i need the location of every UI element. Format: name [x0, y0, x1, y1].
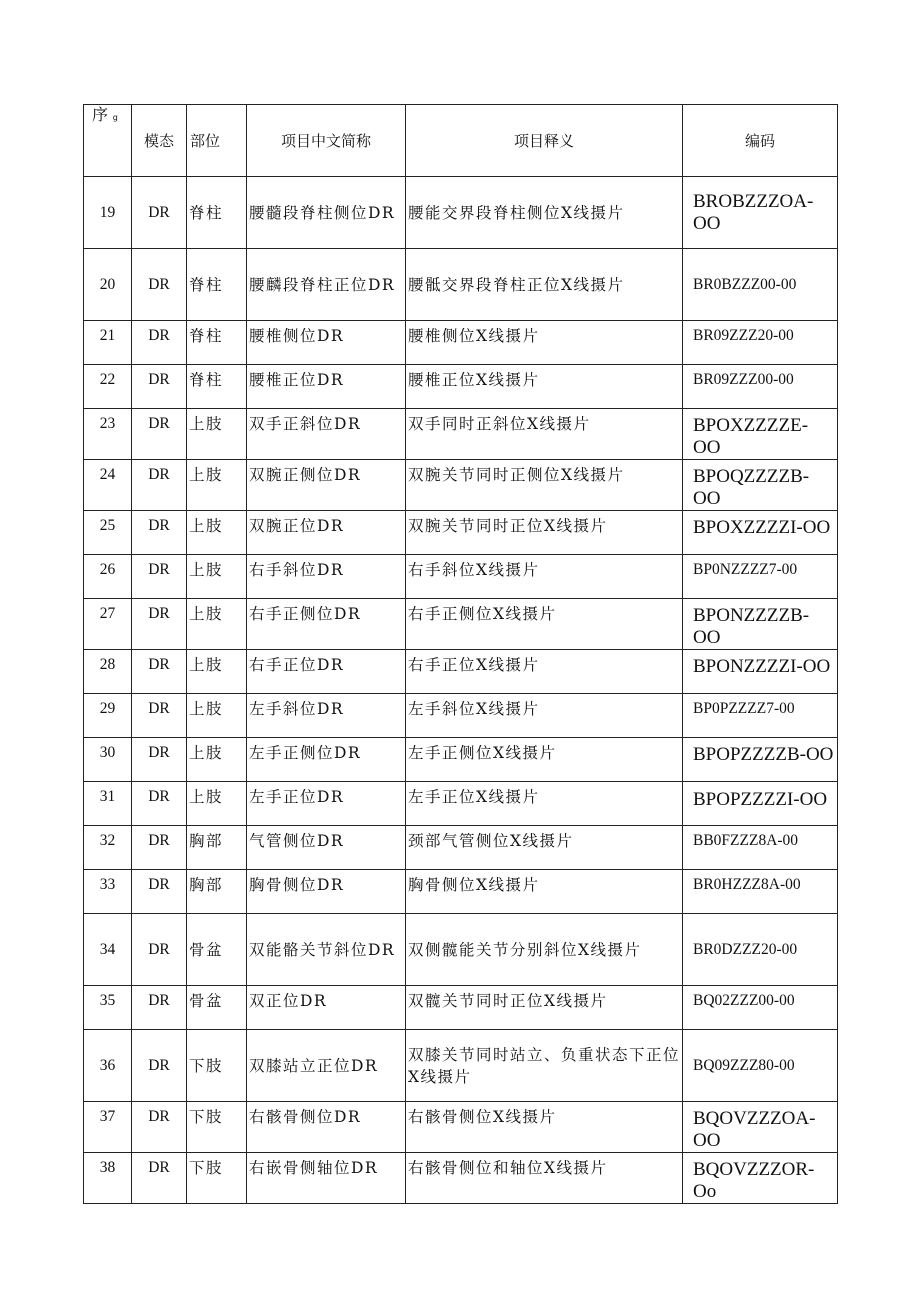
row-number: 22 — [84, 365, 132, 409]
row-number: 27 — [84, 599, 132, 650]
row-code: BPOXZZZZI-OO — [683, 511, 838, 555]
row-code: BPOXZZZZE-OO — [683, 409, 838, 460]
row-desc: 胸骨侧位X线摄片 — [406, 870, 683, 914]
row-modality: DR — [132, 826, 187, 870]
table-row — [84, 1102, 838, 1153]
row-site: 骨盆 — [187, 914, 247, 986]
table-row — [84, 365, 838, 409]
row-name: 右手斜位DR — [247, 555, 406, 599]
row-code: BR0DZZZ20-00 — [683, 914, 838, 986]
row-site: 上肢 — [187, 650, 247, 694]
row-number: 19 — [84, 177, 132, 249]
row-code: BPOQZZZZB-OO — [683, 460, 838, 511]
row-number: 34 — [84, 914, 132, 986]
row-code: BP0NZZZZ7-00 — [683, 555, 838, 599]
row-site: 上肢 — [187, 555, 247, 599]
row-desc: 右手正位X线摄片 — [406, 650, 683, 694]
row-desc: 颈部气管侧位X线摄片 — [406, 826, 683, 870]
row-code: BPONZZZZB-OO — [683, 599, 838, 650]
table-row — [84, 460, 838, 511]
row-name: 腰麟段脊柱正位DR — [247, 249, 406, 321]
row-modality: DR — [132, 365, 187, 409]
row-modality: DR — [132, 249, 187, 321]
table-row — [84, 914, 838, 986]
row-code: BQOVZZZOA-OO — [683, 1102, 838, 1153]
exam-code-table — [83, 104, 838, 1204]
table-row — [84, 409, 838, 460]
row-desc: 右手正侧位X线摄片 — [406, 599, 683, 650]
row-desc: 双手同时正斜位X线摄片 — [406, 409, 683, 460]
row-modality: DR — [132, 1102, 187, 1153]
row-name: 双膝站立正位DR — [247, 1030, 406, 1102]
row-name: 腰椎侧位DR — [247, 321, 406, 365]
row-modality: DR — [132, 650, 187, 694]
row-name: 双腕正侧位DR — [247, 460, 406, 511]
table-row — [84, 1153, 838, 1204]
row-name: 双正位DR — [247, 986, 406, 1030]
row-site: 骨盆 — [187, 986, 247, 1030]
row-site: 上肢 — [187, 460, 247, 511]
table-row — [84, 650, 838, 694]
row-site: 上肢 — [187, 409, 247, 460]
row-number: 23 — [84, 409, 132, 460]
table-row — [84, 511, 838, 555]
row-desc: 右骸骨侧位X线摄片 — [406, 1102, 683, 1153]
row-desc: 双侧髋能关节分别斜位X线摄片 — [406, 914, 683, 986]
row-modality: DR — [132, 460, 187, 511]
row-code: BR0BZZZ00-00 — [683, 249, 838, 321]
row-number: 25 — [84, 511, 132, 555]
table-row — [84, 986, 838, 1030]
table-row — [84, 249, 838, 321]
row-site: 上肢 — [187, 511, 247, 555]
row-desc: 左手正侧位X线摄片 — [406, 738, 683, 782]
row-name: 双能骼关节斜位DR — [247, 914, 406, 986]
row-number: 37 — [84, 1102, 132, 1153]
table-row — [84, 177, 838, 249]
row-code: BP0PZZZZ7-00 — [683, 694, 838, 738]
row-site: 胸部 — [187, 826, 247, 870]
row-site: 上肢 — [187, 738, 247, 782]
row-modality: DR — [132, 738, 187, 782]
row-site: 脊柱 — [187, 321, 247, 365]
header-row — [84, 105, 838, 177]
row-number: 21 — [84, 321, 132, 365]
row-number: 20 — [84, 249, 132, 321]
row-desc: 双腕关节同时正侧位X线摄片 — [406, 460, 683, 511]
row-desc: 腰椎侧位X线摄片 — [406, 321, 683, 365]
row-number: 36 — [84, 1030, 132, 1102]
row-modality: DR — [132, 177, 187, 249]
header-seq: 序 g — [84, 105, 132, 177]
row-code: BR09ZZZ20-00 — [683, 321, 838, 365]
row-modality: DR — [132, 1030, 187, 1102]
row-name: 腰椎正位DR — [247, 365, 406, 409]
table-row — [84, 738, 838, 782]
row-desc: 右手斜位X线摄片 — [406, 555, 683, 599]
row-name: 气管侧位DR — [247, 826, 406, 870]
row-desc: 双髋关节同时正位X线摄片 — [406, 986, 683, 1030]
header-name: 项目中文简称 — [247, 105, 406, 177]
row-modality: DR — [132, 321, 187, 365]
row-number: 30 — [84, 738, 132, 782]
row-code: BB0FZZZ8A-00 — [683, 826, 838, 870]
row-code: BQOVZZZOR-Oo — [683, 1153, 838, 1204]
header-site: 部位 — [187, 105, 247, 177]
table-row — [84, 321, 838, 365]
row-code: BPOPZZZZI-OO — [683, 782, 838, 826]
row-name: 右嵌骨侧轴位DR — [247, 1153, 406, 1204]
row-code: BPOPZZZZB-OO — [683, 738, 838, 782]
row-site: 下肢 — [187, 1102, 247, 1153]
row-name: 右手正侧位DR — [247, 599, 406, 650]
row-modality: DR — [132, 409, 187, 460]
table-row — [84, 599, 838, 650]
row-code: BR0HZZZ8A-00 — [683, 870, 838, 914]
row-modality: DR — [132, 914, 187, 986]
table-row — [84, 1030, 838, 1102]
row-number: 28 — [84, 650, 132, 694]
row-modality: DR — [132, 782, 187, 826]
row-number: 24 — [84, 460, 132, 511]
row-name: 左手正侧位DR — [247, 738, 406, 782]
row-name: 右骸骨侧位DR — [247, 1102, 406, 1153]
row-name: 胸骨侧位DR — [247, 870, 406, 914]
row-desc: 双膝关节同时站立、负重状态下正位X线摄片 — [406, 1030, 683, 1102]
row-code: BQ02ZZZ00-00 — [683, 986, 838, 1030]
header-modality: 模态 — [132, 105, 187, 177]
row-desc: 右骸骨侧位和轴位X线摄片 — [406, 1153, 683, 1204]
row-modality: DR — [132, 511, 187, 555]
row-name: 双腕正位DR — [247, 511, 406, 555]
row-site: 上肢 — [187, 782, 247, 826]
row-number: 31 — [84, 782, 132, 826]
row-name: 双手正斜位DR — [247, 409, 406, 460]
row-desc: 双腕关节同时正位X线摄片 — [406, 511, 683, 555]
table-row — [84, 782, 838, 826]
row-name: 左手斜位DR — [247, 694, 406, 738]
row-site: 脊柱 — [187, 177, 247, 249]
row-number: 33 — [84, 870, 132, 914]
header-desc: 项目释义 — [406, 105, 683, 177]
row-name: 左手正位DR — [247, 782, 406, 826]
row-code: BR09ZZZ00-00 — [683, 365, 838, 409]
row-desc: 左手斜位X线摄片 — [406, 694, 683, 738]
row-desc: 腰骶交界段脊柱正位X线摄片 — [406, 249, 683, 321]
row-site: 脊柱 — [187, 249, 247, 321]
row-number: 32 — [84, 826, 132, 870]
header-code: 编码 — [683, 105, 838, 177]
row-site: 下肢 — [187, 1030, 247, 1102]
table-row — [84, 826, 838, 870]
row-modality: DR — [132, 694, 187, 738]
row-number: 26 — [84, 555, 132, 599]
row-number: 38 — [84, 1153, 132, 1204]
row-code: BROBZZZOA-OO — [683, 177, 838, 249]
row-modality: DR — [132, 555, 187, 599]
row-site: 上肢 — [187, 599, 247, 650]
row-name: 腰髓段脊柱侧位DR — [247, 177, 406, 249]
row-number: 35 — [84, 986, 132, 1030]
table-row — [84, 555, 838, 599]
row-name: 右手正位DR — [247, 650, 406, 694]
row-site: 脊柱 — [187, 365, 247, 409]
row-code: BPONZZZZI-OO — [683, 650, 838, 694]
row-modality: DR — [132, 986, 187, 1030]
row-number: 29 — [84, 694, 132, 738]
row-code: BQ09ZZZ80-00 — [683, 1030, 838, 1102]
table-row — [84, 870, 838, 914]
row-site: 下肢 — [187, 1153, 247, 1204]
row-site: 上肢 — [187, 694, 247, 738]
table-row — [84, 694, 838, 738]
row-site: 胸部 — [187, 870, 247, 914]
row-modality: DR — [132, 870, 187, 914]
row-desc: 左手正位X线摄片 — [406, 782, 683, 826]
row-desc: 腰椎正位X线摄片 — [406, 365, 683, 409]
row-desc: 腰能交界段脊柱侧位X线摄片 — [406, 177, 683, 249]
row-modality: DR — [132, 1153, 187, 1204]
row-modality: DR — [132, 599, 187, 650]
